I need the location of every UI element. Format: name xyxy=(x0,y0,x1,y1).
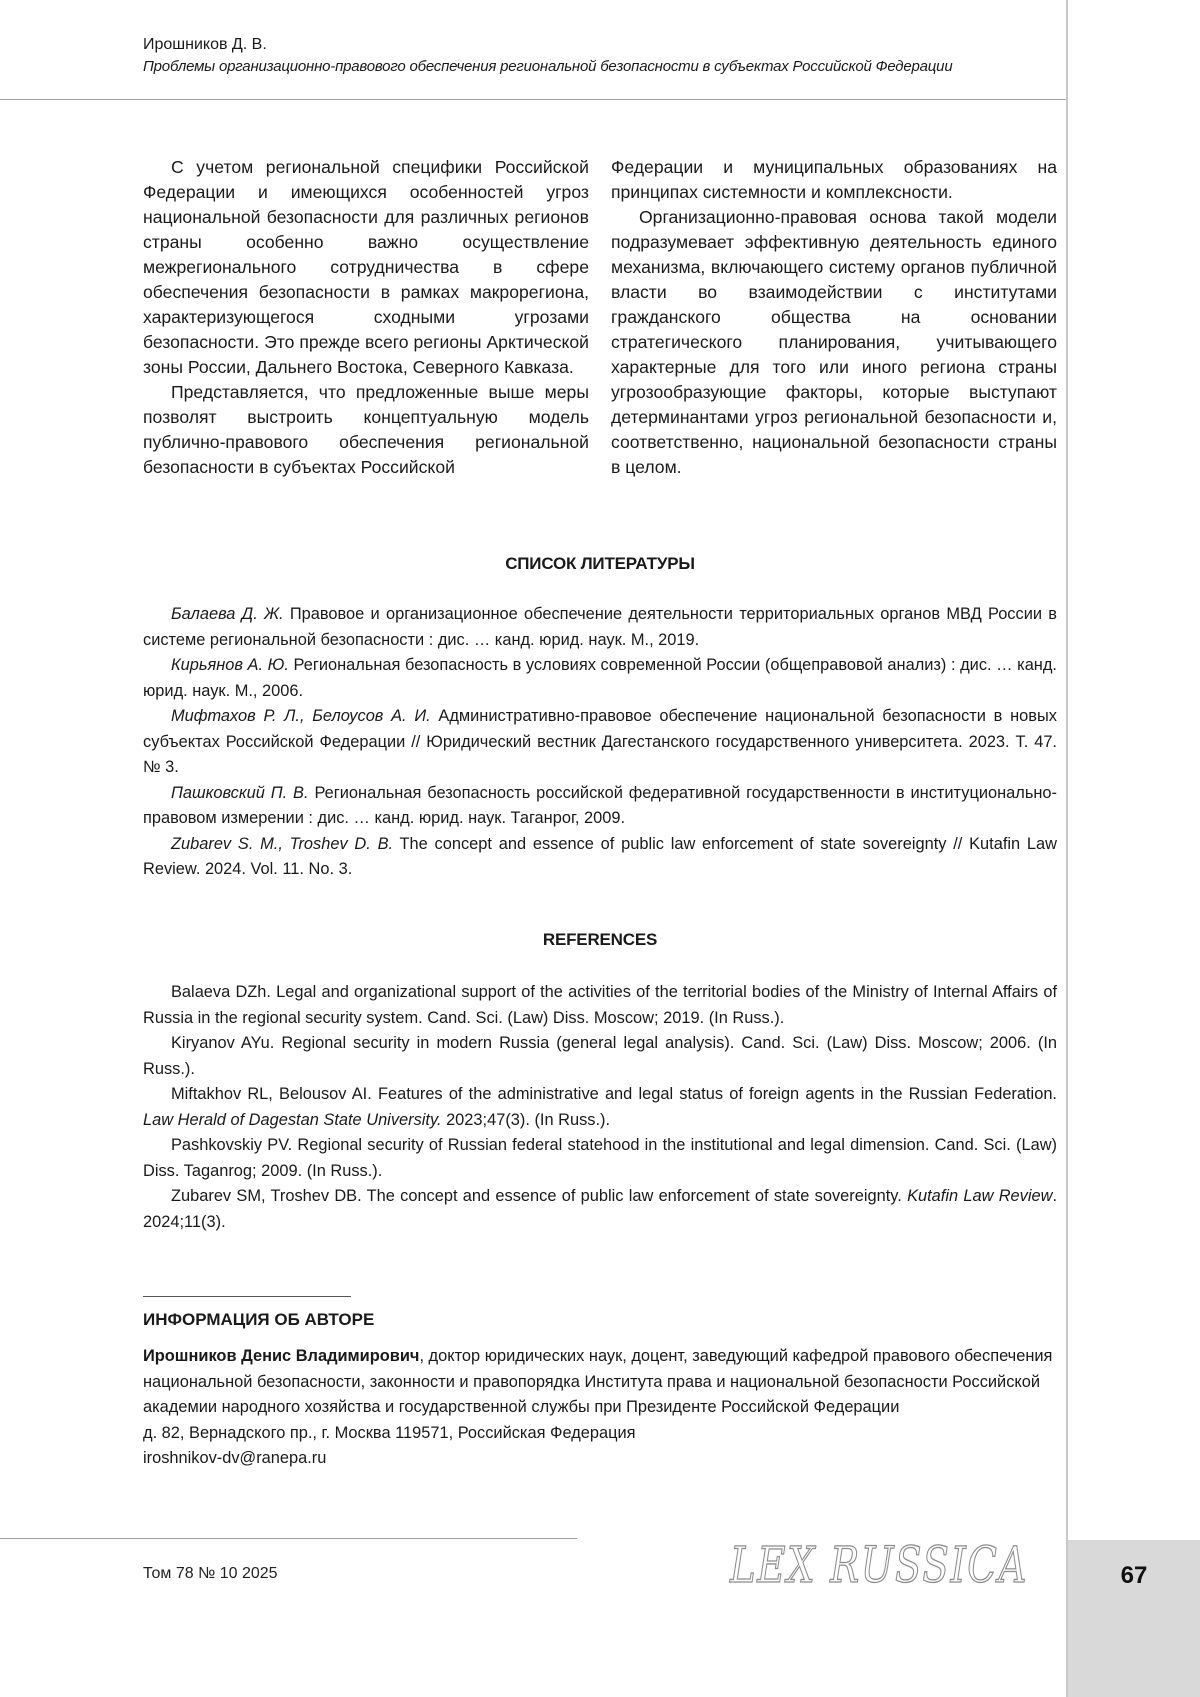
paragraph: Представляется, что предложенные выше меры позволят выстроить концептуальную модель публично-правового обеспечения региональной безопасности в субъектах Российской xyxy=(143,382,589,477)
issue-info: Том 78 № 10 2025 xyxy=(143,1565,278,1582)
reference-entry xyxy=(143,1082,1057,1133)
left-column xyxy=(143,155,589,480)
entry-text: Kiryanov AYu. Regional security in modern Russia (general legal analysis). Cand. Sci. (Law) Diss. Moscow; 2006. (In Russ.). xyxy=(143,1034,1057,1078)
paragraph: С учетом региональной специфики Российской Федерации и имеющихся особенностей угроз национальной безопасности для различных регионов страны особенно важно осуществление межрегионального сотрудничества в сфере обеспечения безопасности в рамках макрорегиона, характеризующегося сходными угрозами безопасности. Это прежде всего регионы Арктической зоны России, Дальнего Востока, Северного Кавказа. xyxy=(143,157,589,377)
right-column xyxy=(611,155,1057,480)
author-description xyxy=(143,1344,1057,1421)
author-info-heading: ИНФОРМАЦИЯ ОБ АВТОРЕ xyxy=(143,1310,375,1329)
literature-list xyxy=(143,602,1057,883)
author-section-divider xyxy=(143,1296,351,1297)
entry-authors: Мифтахов Р. Л., Белоусов А. И. xyxy=(171,707,431,725)
author-address: д. 82, Вернадского пр., г. Москва 119571, Российская Федерация xyxy=(143,1423,636,1442)
paragraph: Организационно-правовая основа такой модели подразумевает эффективную деятельность единого механизма, включающего систему органов публичной власти во взаимодействии с институтами гражданского общества на основании стратегического планирования, учитывающего характерные для того или иного региона страны угрозообразующие факторы, которые выступают детерминантами угроз региональной безопасности и, соответственно, национальной безопасности страны в целом. xyxy=(611,207,1057,477)
entry-text: Balaeva DZh. Legal and organizational support of the activities of the territorial bodies of the Ministry of Internal Affairs of Russia in the regional security system. Cand. Sci. (Law) Diss. Moscow; 2019. (In Russ.). xyxy=(143,983,1057,1027)
reference-entry xyxy=(143,1184,1057,1235)
literature-entry xyxy=(143,832,1057,883)
entry-text: The concept and essence of public law enforcement of state sovereignty // Kutafin Law Review. 2024. Vol. 11. No. 3. xyxy=(143,834,1057,878)
header-author: Ирошников Д. В. xyxy=(143,36,267,53)
references-heading: REFERENCES xyxy=(542,930,658,949)
entry-authors: Zubarev S. M., Troshev D. B. xyxy=(171,834,394,853)
reference-entry xyxy=(143,980,1057,1031)
entry-journal: Law Herald of Dagestan State University. xyxy=(143,1110,442,1129)
entry-text: 2023;47(3). (In Russ.). xyxy=(441,1110,611,1129)
reference-entry xyxy=(143,1031,1057,1082)
right-margin-band xyxy=(1066,0,1200,1697)
entry-journal: Kutafin Law Review xyxy=(907,1187,1053,1205)
entry-text: Miftakhov RL, Belousov AI. Features of the administrative and legal status of foreign agents in the Russian Federation. xyxy=(171,1085,1057,1103)
references-list xyxy=(143,980,1057,1235)
author-email[interactable]: iroshnikov-dv@ranepa.ru xyxy=(143,1449,327,1467)
entry-text: . 2024;11(3). xyxy=(143,1187,1057,1231)
author-info xyxy=(143,1344,1057,1472)
author-name: Ирошников Денис Владимирович xyxy=(143,1347,420,1365)
paragraph: Федерации и муниципальных образованиях на принципах системности и комплексности. xyxy=(611,157,1057,202)
running-header xyxy=(143,34,1063,78)
author-position: , доктор юридических наук, доцент, заведующий кафедрой правового обеспечения национальной безопасности, законности и правопорядка Института права и национальной безопасности Российской академии народного хозяйства и государственной службы при Президенте Российской Федерации xyxy=(143,1347,1053,1416)
entry-authors: Балаева Д. Ж. xyxy=(171,605,284,623)
entry-authors: Пашковский П. В. xyxy=(171,783,309,802)
logo-text: LEX RUSSICA xyxy=(729,1536,1028,1594)
literature-entry xyxy=(143,602,1057,653)
entry-text: Правовое и организационное обеспечение деятельности территориальных органов МВД России в системе региональной безопасности : дис. … канд. юрид. наук. М., 2019. xyxy=(143,605,1057,649)
body-columns xyxy=(143,155,1057,480)
entry-text: Pashkovskiy PV. Regional security of Russian federal statehood in the institutional and legal dimension. Cand. Sci. (Law) Diss. Taganrog; 2009. (In Russ.). xyxy=(143,1136,1057,1180)
entry-text: Региональная безопасность российской федеративной государственности в институционально-правовом измерении : дис. … канд. юрид. наук. Таганрог, 2009. xyxy=(143,783,1057,827)
footer-divider xyxy=(0,1538,577,1539)
entry-text: Административно-правовое обеспечение национальной безопасности в новых субъектах Российской Федерации // Юридический вестник Дагестанского государственного университета. 2023. Т. 47. № 3. xyxy=(143,707,1057,776)
literature-entry xyxy=(143,704,1057,781)
journal-logo xyxy=(728,1532,1032,1594)
literature-heading: СПИСОК ЛИТЕРАТУРЫ xyxy=(505,554,695,573)
page-number: 67 xyxy=(1120,1562,1148,1589)
reference-entry xyxy=(143,1133,1057,1184)
literature-entry xyxy=(143,653,1057,704)
entry-text: Zubarev SM, Troshev DB. The concept and essence of public law enforcement of state sovereignty. xyxy=(171,1187,908,1205)
literature-entry xyxy=(143,781,1057,832)
header-divider xyxy=(0,99,1066,100)
entry-authors: Кирьянов А. Ю. xyxy=(171,656,289,674)
entry-text: Региональная безопасность в условиях современной России (общеправовой анализ) : дис. … канд. юрид. наук. М., 2006. xyxy=(143,656,1057,700)
header-article-title: Проблемы организационно-правового обеспечения региональной безопасности в субъектах Российской Федерации xyxy=(143,58,953,75)
